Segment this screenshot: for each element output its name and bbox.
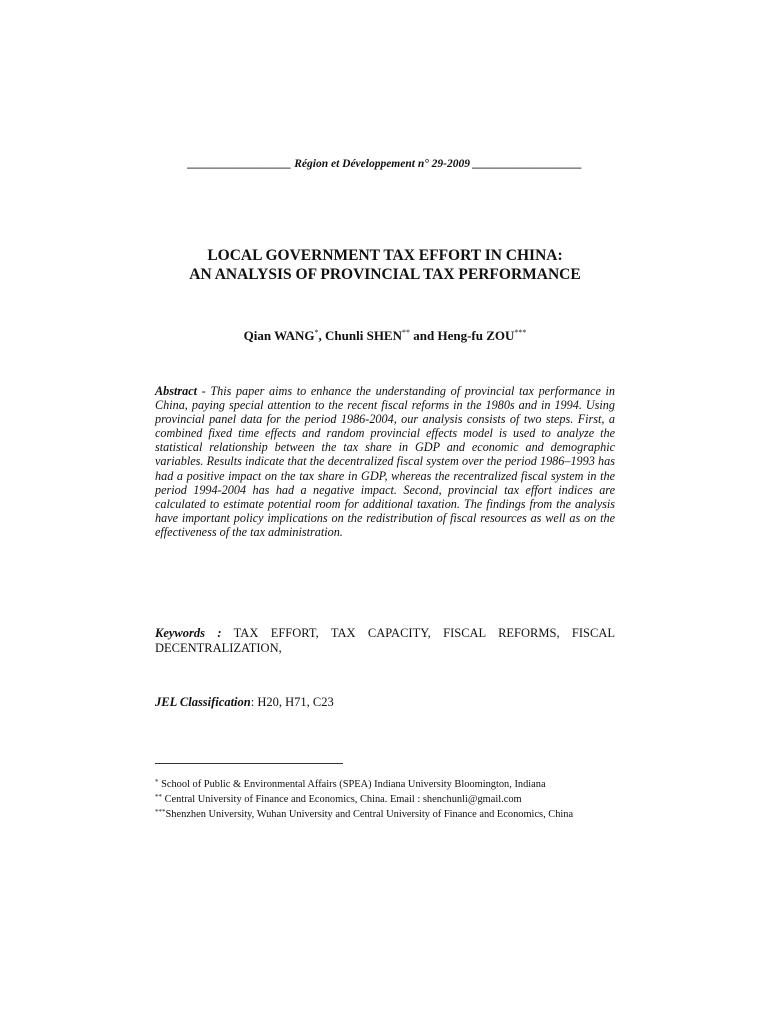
author-3-name: Heng-fu ZOU: [437, 328, 515, 343]
abstract-text: - This paper aims to enhance the understanding of provincial tax performance in China, paying special attention to the recent fiscal reforms in the 1980s and in 1994. Using provincial panel data for the period 1986-2004, our analysis consists of two steps. First, a combined fixed time effects and random provincial effects model is used to analyze the statistical relationship between the tax share in GDP and economic and demographic variables. Results indicate that the decentralized fiscal system over the period 1986–1993 has had a positive impact on the tax share in GDP, whereas the recentralized fiscal system in the period 1994-2004 has had a negative impact. Second, provincial tax effort indices are calculated to estimate potential room for additional taxation. The findings from the analysis have important policy implications on the redistribution of fiscal resources as well as on the effectiveness of the tax administration.: [155, 384, 615, 539]
jel-classification: [155, 695, 615, 710]
paper-title: [155, 246, 615, 284]
abstract: [155, 384, 615, 539]
paper-page: [155, 0, 615, 1024]
footnote-3-mark: ***: [155, 808, 166, 817]
footnote-2: [155, 791, 615, 806]
keywords-text: TAX EFFORT, TAX CAPACITY, FISCAL REFORMS, FISCAL DECENTRALIZATION,: [155, 626, 615, 655]
author-2-mark: **: [401, 328, 410, 337]
running-header: __________________ Région et Développement n° 29-2009 ___________________: [187, 158, 583, 170]
footnote-1-mark: *: [155, 778, 159, 786]
author-1-mark: *: [314, 328, 319, 337]
footnote-divider: [155, 763, 343, 764]
title-line-2: AN ANALYSIS OF PROVINCIAL TAX PERFORMANCE: [189, 266, 581, 283]
abstract-label: Abstract: [155, 384, 197, 398]
footnote-1-text: School of Public & Environmental Affairs (SPEA) Indiana University Bloomington, Indiana: [158, 779, 546, 790]
jel-label: JEL Classification: [155, 695, 251, 709]
keywords: [155, 626, 615, 655]
author-2-name: Chunli SHEN: [325, 328, 402, 343]
author-1-name: Qian WANG: [243, 328, 315, 343]
footnote-2-mark: **: [155, 793, 162, 802]
author-separator-1: ,: [318, 328, 326, 343]
keywords-label: Keywords :: [155, 626, 222, 640]
author-separator-2: and: [409, 328, 438, 343]
jel-codes: : H20, H71, C23: [250, 695, 334, 709]
footnote-3: [155, 806, 615, 821]
title-line-1: LOCAL GOVERNMENT TAX EFFORT IN CHINA:: [207, 247, 563, 264]
footnote-1: [155, 776, 615, 791]
footnote-3-text: Shenzhen University, Wuhan University and Central University of Finance and Economics, China: [165, 809, 574, 821]
footnote-2-text: Central University of Finance and Economics, China. Email : shenchunli@gmail.com: [162, 794, 522, 806]
footnotes: [155, 776, 615, 822]
author-3-mark: ***: [514, 328, 527, 337]
author-list: [155, 328, 615, 344]
